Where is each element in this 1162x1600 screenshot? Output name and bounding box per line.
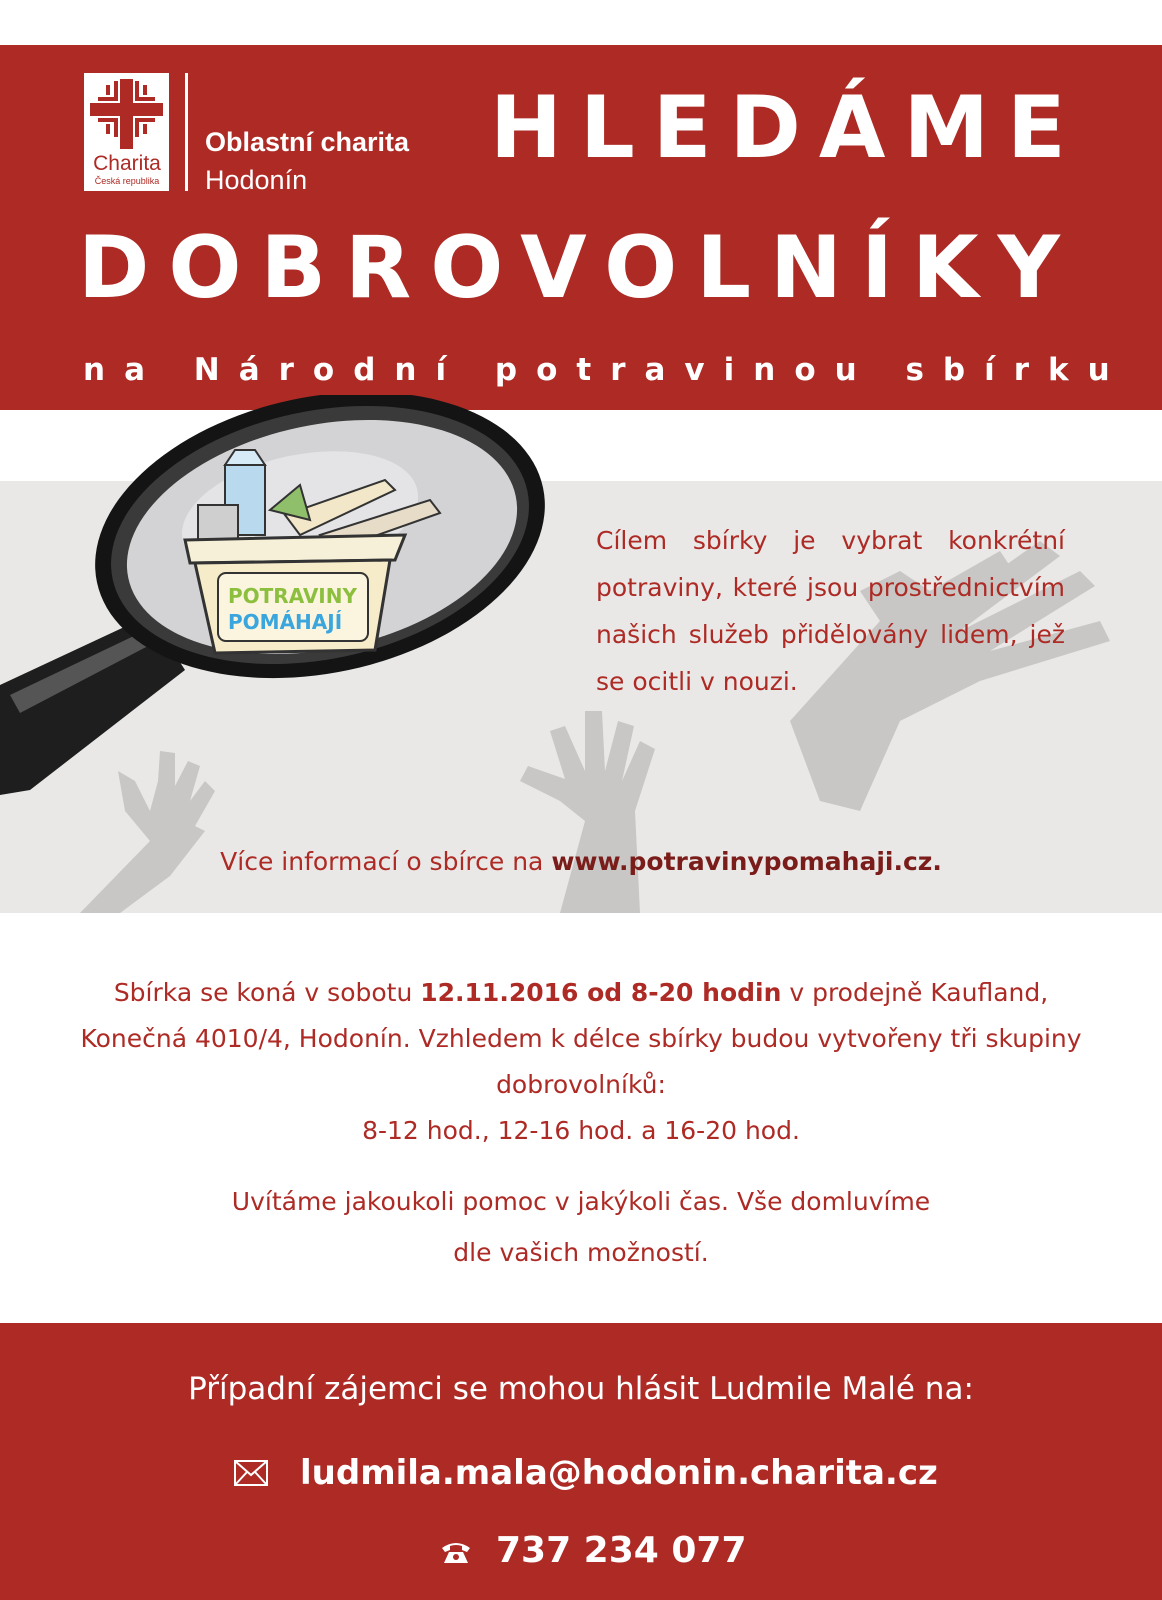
charita-cross-icon bbox=[84, 73, 169, 153]
event-text-suffix: v prodejně Kaufland, Konečná 4010/4, Hodonín. Vzhledem k délce sbírky budou vytvořeny tři skupiny dobrovolníků: bbox=[80, 978, 1082, 1099]
headline-line1: HLEDÁME bbox=[490, 78, 1084, 178]
more-info-line bbox=[0, 842, 1162, 882]
telephone-icon bbox=[440, 1540, 472, 1564]
website-link[interactable]: www.potravinypomahaji.cz. bbox=[551, 847, 942, 876]
logo-divider bbox=[185, 73, 188, 191]
event-shifts: 8-12 hod., 12-16 hod. a 16-20 hod. bbox=[362, 1116, 800, 1145]
contact-email[interactable]: ludmila.mala@hodonin.charita.cz bbox=[300, 1453, 938, 1493]
headline-line2: DOBROVOLNÍKY bbox=[78, 218, 1079, 318]
basket-label-line2: POMÁHAJÍ bbox=[228, 610, 343, 634]
collection-aim-text: Cílem sbírky je vybrat konkrétní potraviny, které jsou prostřednictvím našich služeb přidělovány lidem, jež se ocitli v nouzi. bbox=[596, 526, 1065, 696]
email-row bbox=[0, 1448, 1162, 1500]
headline-subtitle: na Národní potravinou sbírku bbox=[83, 352, 1129, 388]
phone-row bbox=[0, 1526, 1162, 1578]
charita-logo bbox=[84, 73, 169, 191]
magnifying-glass-illustration bbox=[0, 395, 560, 815]
welcome-message bbox=[60, 1176, 1102, 1278]
event-details bbox=[60, 970, 1102, 1154]
welcome-line2: dle vašich možností. bbox=[453, 1238, 709, 1267]
logo-country: Česká republika bbox=[94, 176, 160, 186]
event-text-prefix: Sbírka se koná v sobotu bbox=[113, 978, 421, 1007]
welcome-line1: Uvítáme jakoukoli pomoc v jakýkoli čas. Vše domluvíme bbox=[231, 1187, 931, 1216]
envelope-icon bbox=[234, 1460, 268, 1486]
logo-wordmark: Charita bbox=[93, 152, 161, 175]
event-date-time: 12.11.2016 od 8-20 hodin bbox=[420, 978, 782, 1007]
basket-label-line1: POTRAVINY bbox=[228, 584, 357, 608]
contact-intro: Případní zájemci se mohou hlásit Ludmile Malé na: bbox=[188, 1371, 974, 1407]
organization-name: Oblastní charita bbox=[205, 127, 410, 157]
organization-city: Hodonín bbox=[205, 165, 308, 195]
more-info-prefix: Více informací o sbírce na bbox=[220, 847, 552, 876]
contact-phone[interactable]: 737 234 077 bbox=[496, 1530, 747, 1571]
